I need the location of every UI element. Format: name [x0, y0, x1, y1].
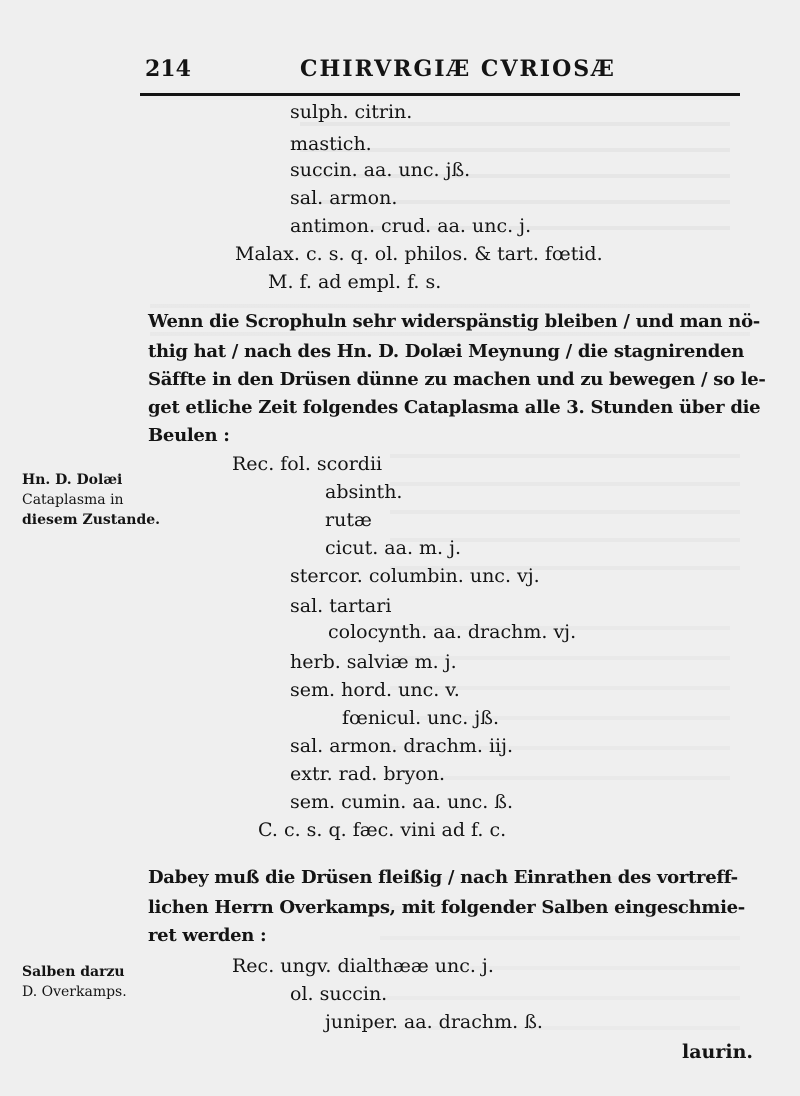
recipe-line: stercor. columbin. unc. vj.: [290, 565, 540, 587]
margin-note-line: diesem Zustande.: [22, 512, 161, 528]
body-text-line: Säffte in den Drüsen dünne zu machen und zu bewegen / so le-: [148, 369, 766, 390]
margin-note-line: Cataplasma in: [22, 492, 124, 508]
recipe-line: ol. succin.: [290, 983, 388, 1005]
recipe-line: cicut. aa. m. j.: [325, 537, 462, 559]
recipe-line: Rec. ungv. dialthææ unc. j.: [232, 955, 494, 977]
margin-note-line: D. Overkamps.: [22, 984, 127, 1000]
body-text-line: thig hat / nach des Hn. D. Dolæi Meynung / die stagnirenden: [148, 341, 745, 362]
catchword: laurin.: [682, 1041, 753, 1063]
running-title: CHIRVRGIÆ CVRIOSÆ: [300, 56, 616, 82]
recipe-line: sal. armon.: [290, 187, 398, 209]
recipe-line: sem. cumin. aa. unc. ß.: [290, 791, 514, 813]
recipe-line: sem. hord. unc. v.: [290, 679, 460, 701]
body-text-line: get etliche Zeit folgendes Cataplasma alle 3. Stunden über die: [148, 397, 761, 418]
recipe-line: colocynth. aa. drachm. vj.: [328, 621, 577, 643]
recipe-line: mastich.: [290, 133, 372, 155]
recipe-line: C. c. s. q. fæc. vini ad f. c.: [258, 819, 507, 841]
recipe-line: succin. aa. unc. jß.: [290, 159, 471, 181]
recipe-line: extr. rad. bryon.: [290, 763, 446, 785]
recipe-line: sulph. citrin.: [290, 101, 413, 123]
recipe-line: fœnicul. unc. jß.: [342, 707, 499, 729]
recipe-line: absinth.: [325, 481, 403, 503]
recipe-line: M. f. ad empl. f. s.: [268, 271, 442, 293]
recipe-line: sal. tartari: [290, 595, 392, 617]
header-rule: [140, 93, 740, 96]
recipe-line: Malax. c. s. q. ol. philos. & tart. fœtid.: [235, 243, 603, 265]
recipe-line: Rec. fol. scordii: [232, 453, 383, 475]
recipe-line: herb. salviæ m. j.: [290, 651, 457, 673]
recipe-line: antimon. crud. aa. unc. j.: [290, 215, 532, 237]
recipe-line: sal. armon. drachm. iij.: [290, 735, 514, 757]
body-text-line: Beulen :: [148, 425, 230, 446]
body-text-line: lichen Herrn Overkamps, mit folgender Salben eingeschmie-: [148, 897, 745, 918]
body-text-line: Dabey muß die Drüsen fleißig / nach Einrathen des vortreff-: [148, 867, 738, 888]
page-number: 214: [145, 56, 191, 82]
body-text-line: ret werden :: [148, 925, 267, 946]
margin-note-line: Hn. D. Dolæi: [22, 472, 123, 488]
recipe-line: rutæ: [325, 509, 372, 531]
recipe-line: juniper. aa. drachm. ß.: [325, 1011, 543, 1033]
body-text-line: Wenn die Scrophuln sehr widerspänstig bleiben / und man nö-: [148, 311, 760, 332]
margin-note-line: Salben darzu: [22, 964, 125, 980]
